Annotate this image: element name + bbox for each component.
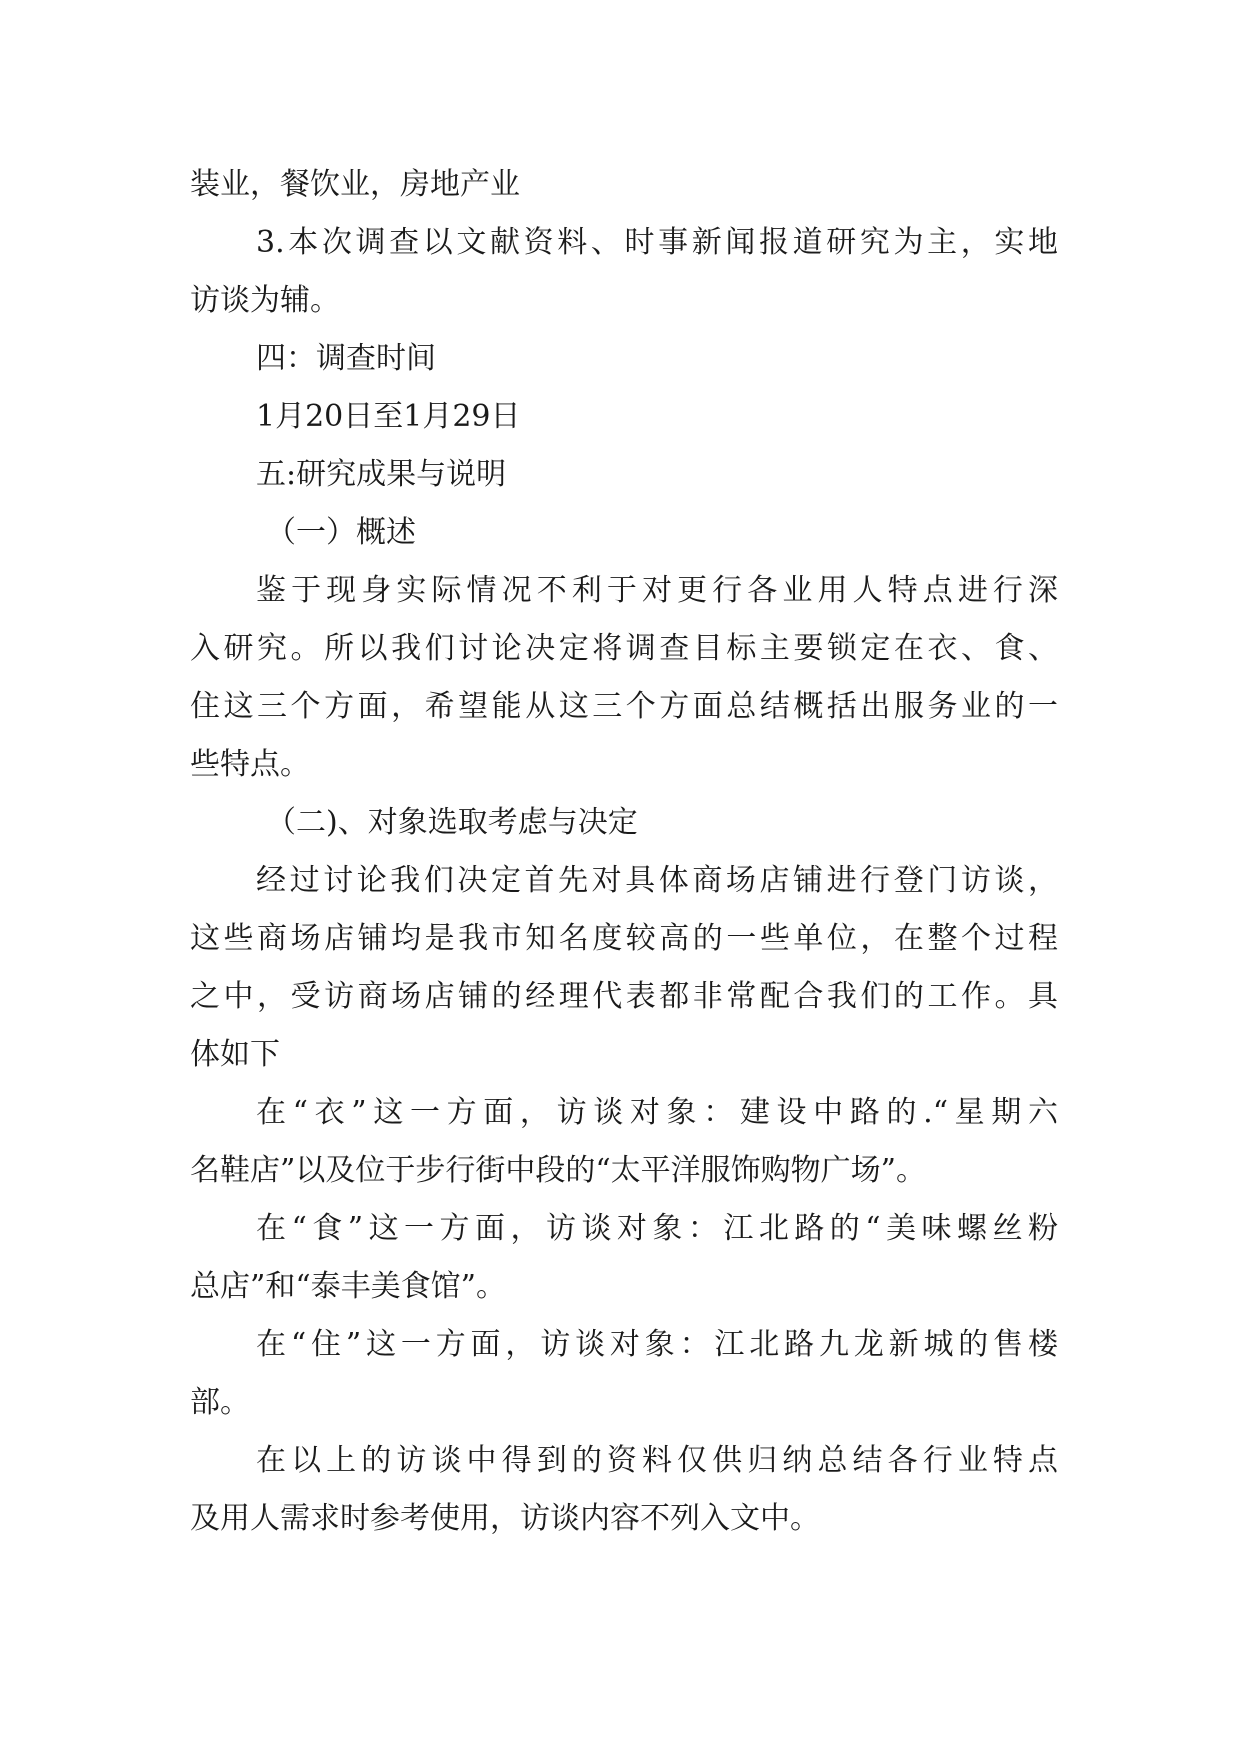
text-line: 名鞋店”以及位于步行街中段的“太平洋服饰购物广场”。	[190, 1153, 927, 1188]
text-line: 3.本次调查以文献资料、时事新闻报道研究为主，实地	[256, 225, 1058, 260]
section-heading: 四：调查时间	[256, 341, 436, 376]
text-line: 入研究。所以我们讨论决定将调查目标主要锁定在衣、食、	[190, 631, 1058, 666]
text-line: 在“衣”这一方面，访谈对象：建设中路的.“星期六	[256, 1095, 1058, 1130]
text-line: 部。	[190, 1385, 250, 1420]
subsection-heading: （一）概述	[266, 515, 416, 550]
text-line: 及用人需求时参考使用，访谈内容不列入文中。	[190, 1501, 820, 1536]
text-line: 在“住”这一方面，访谈对象：江北路九龙新城的售楼	[256, 1327, 1058, 1362]
text-line: 些特点。	[190, 747, 310, 782]
text-line: 鉴于现身实际情况不利于对更行各业用人特点进行深	[256, 573, 1058, 608]
text-line: 在“食”这一方面，访谈对象：江北路的“美味螺丝粉	[256, 1211, 1058, 1246]
text-line: 1月20日至1月29日	[256, 399, 521, 434]
text-line: 总店”和“泰丰美食馆”。	[190, 1269, 507, 1304]
text-line: 体如下	[190, 1037, 280, 1072]
text-line: 在以上的访谈中得到的资料仅供归纳总结各行业特点	[256, 1443, 1058, 1478]
text-line: 这些商场店铺均是我市知名度较高的一些单位，在整个过程	[190, 921, 1058, 956]
text-line: 经过讨论我们决定首先对具体商场店铺进行登门访谈，	[256, 863, 1058, 898]
text-line: 住这三个方面，希望能从这三个方面总结概括出服务业的一	[190, 689, 1058, 724]
text-line: 访谈为辅。	[190, 283, 340, 318]
text-line: 之中，受访商场店铺的经理代表都非常配合我们的工作。具	[190, 979, 1058, 1014]
section-heading: 五:研究成果与说明	[256, 457, 507, 492]
text-line: 装业，餐饮业，房地产业	[190, 167, 520, 202]
subsection-heading: （二)、对象选取考虑与决定	[266, 805, 638, 840]
